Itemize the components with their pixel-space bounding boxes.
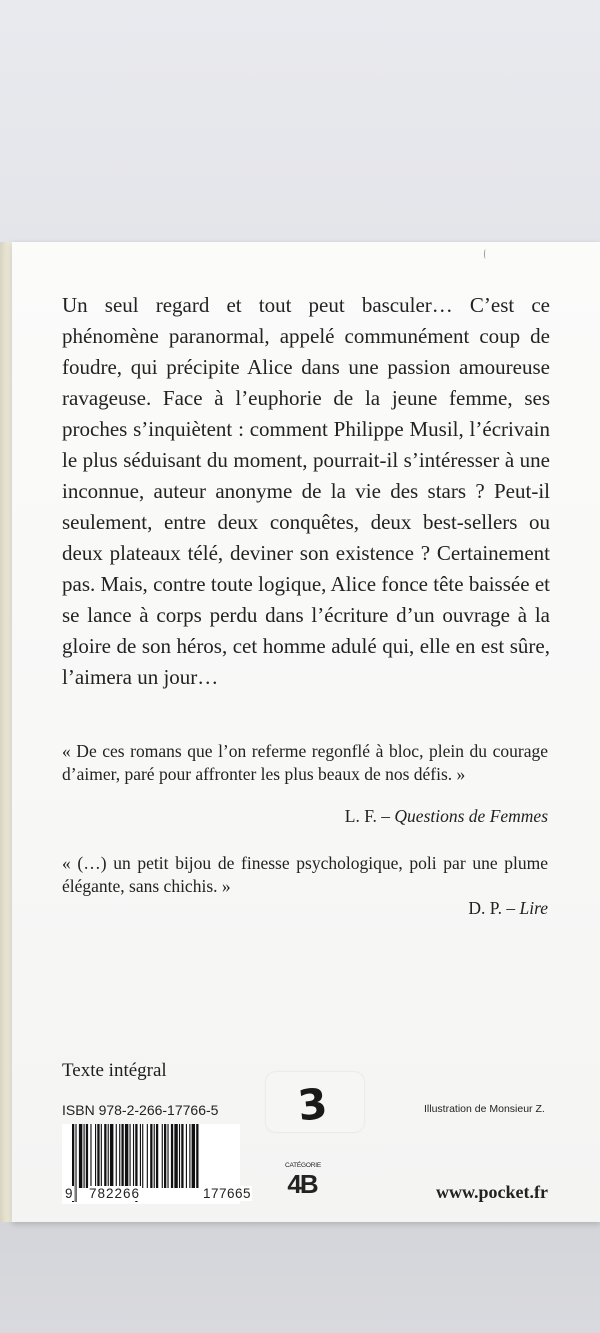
barcode-bar: [101, 1124, 102, 1188]
barcode-bar: [90, 1124, 91, 1188]
barcode-bar: [79, 1124, 82, 1188]
barcode-bar: [104, 1124, 106, 1188]
barcode-bar: [147, 1124, 148, 1188]
cover-mark: [484, 249, 487, 259]
barcode-bar: [121, 1124, 123, 1188]
barcode-group-1: 782266: [89, 1186, 141, 1201]
review-source-2: [468, 898, 548, 919]
barcode-bar: [125, 1124, 128, 1188]
barcode-bar: [116, 1124, 117, 1188]
barcode-bar: [119, 1124, 120, 1188]
barcode-bar: [186, 1124, 187, 1188]
category-code: 4B: [287, 1169, 317, 1199]
edition-note: Texte intégral: [62, 1060, 167, 1081]
barcode-bar: [174, 1124, 177, 1188]
synopsis-text: Un seul regard et tout peut basculer… C’est ce phénomène paranormal, appelé communément coup de foudre, qui précipite Alice dans une passion amoureuse ravageuse. Face à l’euphorie de la jeune femme, ses proches s’inquiètent : comment Philippe Musil, l’écrivain le plus séduisant du moment, pourrait-il s’intéresser à une inconnue, auteur anonyme de la vie des stars ? Peut-il seulement, entre deux conquêtes, deux best-sellers ou deux plateaux télé, deviner son existence ? Certainement pas. Mais, contre toute logique, Alice fonce tête baissée et se lance à corps perdu dans l’écriture d’un ouvrage à la gloire de son héros, cet homme adulé qui, elle en est sûre, l’aimera un jour…: [62, 293, 550, 689]
illustration-credit: Illustration de Monsieur Z.: [424, 1103, 545, 1115]
barcode-bar: [84, 1124, 85, 1188]
barcode-bar: [171, 1124, 173, 1188]
barcode-bar: [181, 1124, 183, 1188]
barcode-bar: [110, 1124, 113, 1188]
barcode-bar: [86, 1124, 88, 1188]
barcode-bar: [95, 1124, 96, 1188]
category-label: CATÉGORIE: [285, 1162, 322, 1169]
barcode-bar: [179, 1124, 180, 1188]
review-reviewer-1: L. F. –: [344, 806, 391, 826]
barcode-first-digit: 9: [65, 1186, 73, 1201]
barcode-bar: [108, 1124, 109, 1188]
review-quote-1: « De ces romans que l’on referme regonflé à bloc, plein du courage d’aimer, paré pour affronter les plus beaux de nos défis. »: [62, 741, 548, 784]
review-publication-2: Lire: [519, 898, 548, 918]
barcode-bar: [97, 1124, 99, 1188]
review-reviewer-2: D. P. –: [468, 898, 516, 918]
sticker-number: 3: [295, 1078, 330, 1131]
barcode-bar: [130, 1124, 131, 1188]
barcode-bar: [156, 1124, 158, 1188]
barcode-bar: [142, 1124, 143, 1188]
barcode-bar: [189, 1124, 190, 1188]
barcode-bar: [167, 1124, 168, 1188]
barcode-bar: [196, 1124, 198, 1188]
book-page-edge: [0, 242, 12, 1222]
barcode-bar: [162, 1124, 163, 1188]
review-quote-2: « (…) un petit bijou de finesse psychologique, poli par une plume élégante, sans chichis. »: [62, 853, 548, 896]
barcode-group-2: 177665: [203, 1186, 252, 1201]
barcode-bar: [150, 1124, 152, 1188]
barcode-bar: [154, 1124, 155, 1188]
publisher-website: www.pocket.fr: [436, 1182, 548, 1202]
barcode-bar: [164, 1124, 166, 1188]
barcode-bar: [75, 1124, 76, 1202]
review-source-1: [345, 806, 548, 827]
isbn-text: ISBN 978-2-266-17766-5: [62, 1102, 219, 1118]
barcode-bar: [192, 1124, 195, 1188]
category-badge: [285, 1162, 322, 1199]
review-publication-1: Questions de Femmes: [394, 806, 548, 826]
barcode-bar: [140, 1124, 141, 1188]
barcode-bar: [133, 1124, 134, 1188]
